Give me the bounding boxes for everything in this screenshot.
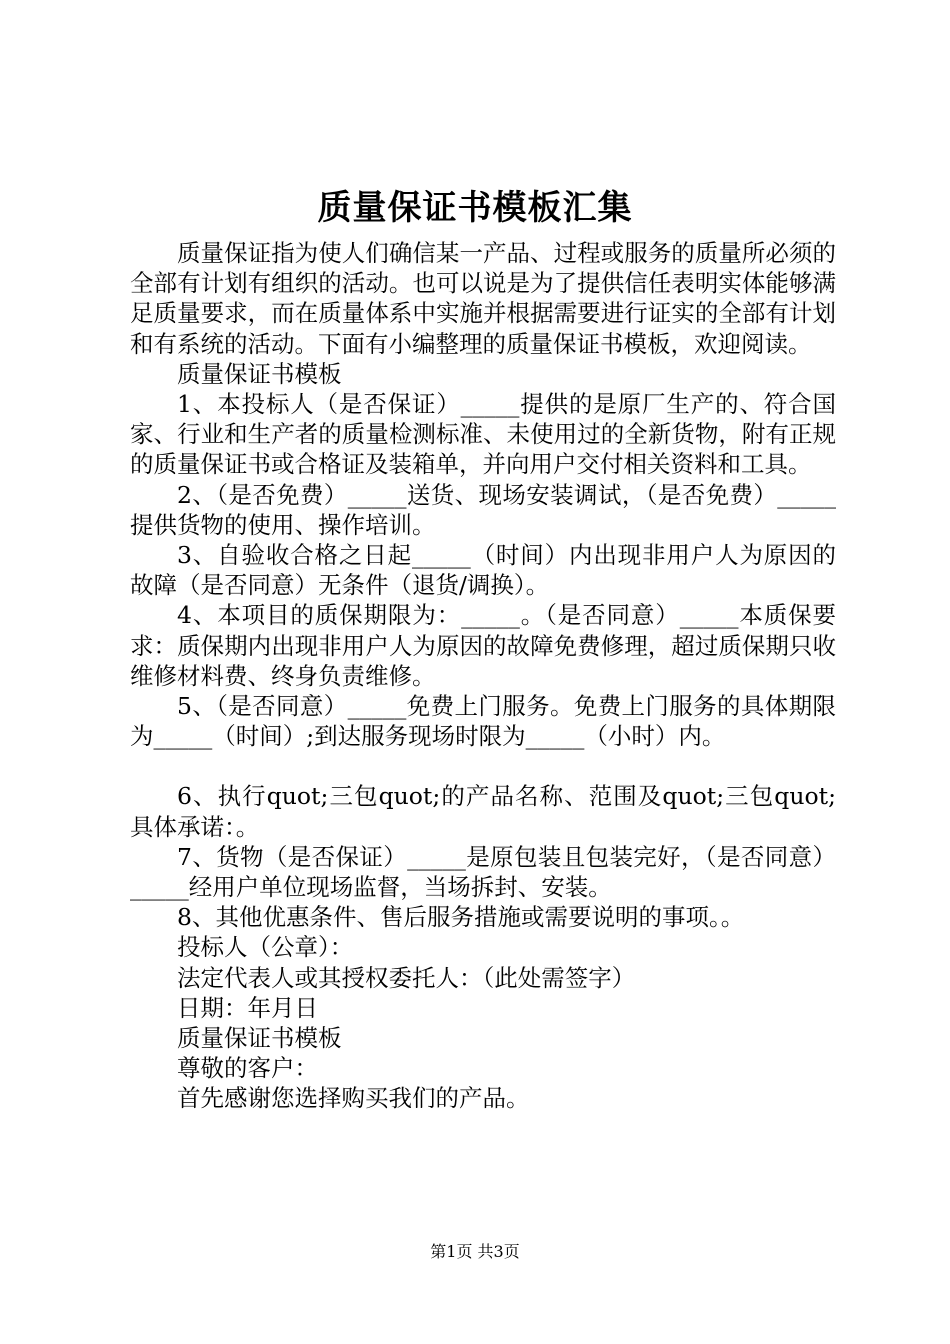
representative-signature-line: 法定代表人或其授权委托人：（此处需签字） [177,963,636,992]
opening-sentence: 首先感谢您选择购买我们的产品。 [177,1084,530,1113]
page-number: 第1页 共3页 [430,1242,520,1261]
clause-6: 6、执行quot;三包quot;的产品名称、范围及quot;三包quot;具体承诺：。 [130,782,836,841]
clause-5: 5、（是否同意）_____免费上门服务。免费上门服务的具体期限为_____（时间）;到达服务现场时限为_____（小时）内。 [130,692,836,751]
salutation: 尊敬的客户： [177,1054,318,1083]
blank-line [130,751,836,781]
clause-2: 2、（是否免费）_____送货、现场安装调试，（是否免费）_____提供货物的使用、操作培训。 [130,480,836,539]
clause-1: 1、本投标人（是否保证）_____提供的是原厂生产的、符合国家、行业和生产者的质量检测标准、未使用过的全新货物，附有正规的质量保证书或合格证及装箱单，并向用户交付相关资料和工具。 [130,390,836,479]
intro-paragraph: 质量保证指为使人们确信某一产品、过程或服务的质量所必须的全部有计划有组织的活动。也可以说是为了提供信任表明实体能够满足质量要求，而在质量体系中实施并根据需要进行证实的全部有计划和有系统的活动。下面有小编整理的质量保证书模板，欢迎阅读。 [130,239,836,358]
section-heading-2: 质量保证书模板 [177,1024,342,1053]
clause-4: 4、本项目的质保期限为：_____。（是否同意）_____本质保要求：质保期内出现非用户人为原因的故障免费修理，超过质保期只收维修材料费、终身负责维修。 [130,601,836,690]
section-heading: 质量保证书模板 [177,359,342,388]
date-line: 日期：年月日 [177,993,318,1022]
clause-7: 7、货物（是否保证）_____是原包装且包装完好，（是否同意）_____经用户单位现场监督，当场拆封、安装。 [130,842,836,902]
document-title: 质量保证书模板汇集 [317,188,633,228]
bidder-seal-line: 投标人（公章）： [177,933,354,962]
clause-3: 3、自验收合格之日起_____（时间）内出现非用户人为原因的故障（是否同意）无条件（退货/调换）。 [130,541,836,600]
clause-8: 8、其他优惠条件、售后服务措施或需要说明的事项。。 [177,903,745,932]
document-body [130,238,836,1114]
